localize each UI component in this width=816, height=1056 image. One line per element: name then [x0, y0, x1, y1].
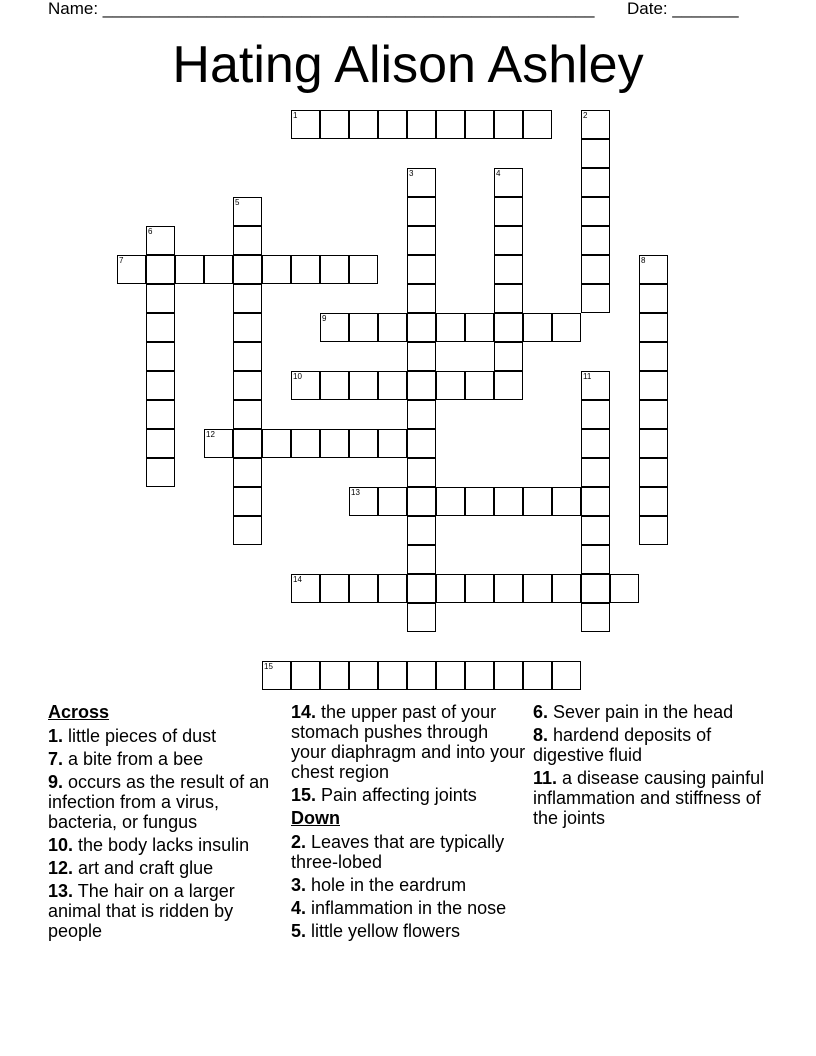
- grid-cell[interactable]: [407, 458, 436, 487]
- grid-cell[interactable]: [639, 313, 668, 342]
- grid-cell[interactable]: [233, 371, 262, 400]
- clues-column-3: [533, 702, 773, 831]
- grid-cell[interactable]: [407, 226, 436, 255]
- grid-cell[interactable]: [436, 487, 465, 516]
- grid-cell[interactable]: [581, 516, 610, 545]
- grid-cell[interactable]: [233, 516, 262, 545]
- clue-number-label: 8: [641, 256, 646, 265]
- clue-number: 2.: [291, 832, 307, 852]
- grid-cell[interactable]: [581, 139, 610, 168]
- puzzle-title: Hating Alison Ashley: [172, 36, 644, 94]
- clue-item: [48, 858, 280, 878]
- grid-cell[interactable]: [639, 516, 668, 545]
- grid-cell[interactable]: [552, 661, 581, 690]
- clue-number: 10.: [48, 835, 74, 855]
- grid-cell[interactable]: [233, 429, 262, 458]
- clue-item: [291, 702, 527, 782]
- grid-cell[interactable]: [494, 168, 523, 197]
- grid-cell[interactable]: [610, 574, 639, 603]
- across-clue-list-continued: [291, 702, 527, 805]
- grid-cell[interactable]: [320, 110, 349, 139]
- grid-cell[interactable]: [407, 516, 436, 545]
- grid-cell[interactable]: [146, 429, 175, 458]
- grid-cell[interactable]: [407, 197, 436, 226]
- grid-cell[interactable]: [639, 429, 668, 458]
- clue-number: 12.: [48, 858, 74, 878]
- grid-cell[interactable]: [291, 574, 320, 603]
- grid-cell[interactable]: [117, 255, 146, 284]
- clue-item: [291, 785, 527, 805]
- grid-cell[interactable]: [233, 226, 262, 255]
- clue-item: [291, 921, 527, 941]
- clue-number: 14.: [291, 702, 317, 722]
- grid-cell[interactable]: [320, 371, 349, 400]
- grid-cell[interactable]: [523, 574, 552, 603]
- clue-number-label: 12: [206, 430, 215, 439]
- clue-number: 4.: [291, 898, 307, 918]
- grid-cell[interactable]: [581, 197, 610, 226]
- clue-text: art and craft glue: [73, 858, 214, 878]
- grid-cell[interactable]: [465, 313, 494, 342]
- grid-cell[interactable]: [378, 661, 407, 690]
- grid-cell[interactable]: [349, 313, 378, 342]
- grid-cell[interactable]: [349, 255, 378, 284]
- grid-cell[interactable]: [146, 255, 175, 284]
- grid-cell[interactable]: [378, 371, 407, 400]
- grid-cell[interactable]: [204, 429, 233, 458]
- clue-item: [533, 768, 773, 828]
- clue-item: [533, 702, 773, 722]
- grid-cell[interactable]: [581, 574, 610, 603]
- clue-number: 15.: [291, 785, 317, 805]
- grid-cell[interactable]: [465, 574, 494, 603]
- grid-cell[interactable]: [581, 255, 610, 284]
- grid-cell[interactable]: [146, 458, 175, 487]
- grid-cell[interactable]: [407, 168, 436, 197]
- grid-cell[interactable]: [146, 313, 175, 342]
- grid-cell[interactable]: [349, 661, 378, 690]
- grid-cell[interactable]: [407, 313, 436, 342]
- clue-number: 5.: [291, 921, 307, 941]
- grid-cell[interactable]: [407, 255, 436, 284]
- clue-number: 7.: [48, 749, 64, 769]
- clue-number-label: 7: [119, 256, 124, 265]
- grid-cell[interactable]: [175, 255, 204, 284]
- clue-number: 6.: [533, 702, 549, 722]
- clue-number: 11.: [533, 768, 558, 788]
- grid-cell[interactable]: [291, 110, 320, 139]
- grid-cell[interactable]: [146, 342, 175, 371]
- grid-cell[interactable]: [407, 574, 436, 603]
- grid-cell[interactable]: [465, 661, 494, 690]
- grid-cell[interactable]: [233, 458, 262, 487]
- clue-text: occurs as the result of an infection from a virus, bacteria, or fungus: [48, 772, 270, 832]
- grid-cell[interactable]: [494, 574, 523, 603]
- grid-cell[interactable]: [291, 371, 320, 400]
- grid-cell[interactable]: [407, 603, 436, 632]
- across-clue-list: [48, 726, 280, 941]
- grid-cell[interactable]: [378, 429, 407, 458]
- grid-cell[interactable]: [494, 342, 523, 371]
- clue-text: Pain affecting joints: [316, 785, 477, 805]
- grid-cell[interactable]: [262, 661, 291, 690]
- grid-cell[interactable]: [552, 487, 581, 516]
- grid-cell[interactable]: [581, 371, 610, 400]
- clue-number-label: 6: [148, 227, 153, 236]
- down-clue-list-continued: [533, 702, 773, 828]
- clue-item: [48, 772, 280, 832]
- grid-cell[interactable]: [494, 284, 523, 313]
- grid-cell[interactable]: [407, 110, 436, 139]
- grid-cell[interactable]: [349, 371, 378, 400]
- grid-cell[interactable]: [494, 255, 523, 284]
- grid-cell[interactable]: [349, 574, 378, 603]
- grid-cell[interactable]: [581, 168, 610, 197]
- clue-number: 9.: [48, 772, 64, 792]
- grid-cell[interactable]: [291, 661, 320, 690]
- grid-cell[interactable]: [407, 429, 436, 458]
- grid-cell[interactable]: [233, 342, 262, 371]
- grid-cell[interactable]: [581, 545, 610, 574]
- clue-number-label: 15: [264, 662, 273, 671]
- grid-cell[interactable]: [320, 429, 349, 458]
- grid-cell[interactable]: [581, 110, 610, 139]
- grid-cell[interactable]: [291, 429, 320, 458]
- grid-cell[interactable]: [639, 458, 668, 487]
- grid-cell[interactable]: [552, 574, 581, 603]
- grid-cell[interactable]: [494, 226, 523, 255]
- clues-column-1: [48, 702, 280, 944]
- grid-cell[interactable]: [407, 371, 436, 400]
- grid-cell[interactable]: [378, 110, 407, 139]
- clue-text: a bite from a bee: [63, 749, 204, 769]
- clue-text: inflammation in the nose: [306, 898, 507, 918]
- grid-cell[interactable]: [320, 661, 349, 690]
- grid-cell[interactable]: [320, 574, 349, 603]
- grid-cell[interactable]: [146, 284, 175, 313]
- grid-cell[interactable]: [639, 371, 668, 400]
- clue-number: 8.: [533, 725, 549, 745]
- down-clue-list: [291, 832, 527, 941]
- grid-cell[interactable]: [581, 458, 610, 487]
- grid-cell[interactable]: [407, 284, 436, 313]
- clue-text: The hair on a larger animal that is ridden by people: [48, 881, 235, 941]
- grid-cell[interactable]: [146, 226, 175, 255]
- clue-number: 13.: [48, 881, 74, 901]
- grid-cell[interactable]: [436, 661, 465, 690]
- clue-text: the upper past of your stomach pushes through your diaphragm and into your chest region: [291, 702, 526, 782]
- down-heading: Down: [291, 808, 340, 828]
- grid-cell[interactable]: [378, 574, 407, 603]
- clue-text: hole in the eardrum: [306, 875, 467, 895]
- grid-cell[interactable]: [233, 487, 262, 516]
- grid-cell[interactable]: [639, 342, 668, 371]
- clue-number-label: 2: [583, 111, 588, 120]
- clue-number-label: 13: [351, 488, 360, 497]
- grid-cell[interactable]: [581, 487, 610, 516]
- grid-cell[interactable]: [494, 110, 523, 139]
- clue-text: Leaves that are typically three-lobed: [291, 832, 505, 872]
- grid-cell[interactable]: [407, 400, 436, 429]
- clue-item: [291, 832, 527, 872]
- clue-item: [48, 749, 280, 769]
- across-heading: Across: [48, 702, 110, 722]
- grid-cell[interactable]: [494, 487, 523, 516]
- grid-cell[interactable]: [349, 429, 378, 458]
- grid-cell[interactable]: [581, 284, 610, 313]
- clue-text: the body lacks insulin: [73, 835, 250, 855]
- clue-item: [48, 726, 280, 746]
- grid-cell[interactable]: [581, 226, 610, 255]
- grid-cell[interactable]: [523, 110, 552, 139]
- grid-cell[interactable]: [494, 197, 523, 226]
- grid-cell[interactable]: [494, 313, 523, 342]
- grid-cell[interactable]: [233, 400, 262, 429]
- clue-number-label: 1: [293, 111, 298, 120]
- clue-text: little pieces of dust: [63, 726, 217, 746]
- grid-cell[interactable]: [349, 110, 378, 139]
- grid-cell[interactable]: [465, 110, 494, 139]
- clue-number-label: 11: [583, 372, 592, 381]
- grid-cell[interactable]: [320, 255, 349, 284]
- clue-text: Sever pain in the head: [548, 702, 734, 722]
- grid-cell[interactable]: [233, 255, 262, 284]
- grid-cell[interactable]: [581, 400, 610, 429]
- date-field-label: Date: _______: [627, 0, 739, 18]
- grid-cell[interactable]: [233, 284, 262, 313]
- grid-cell[interactable]: [436, 110, 465, 139]
- grid-cell[interactable]: [436, 371, 465, 400]
- grid-cell[interactable]: [523, 661, 552, 690]
- grid-cell[interactable]: [262, 255, 291, 284]
- clue-text: a disease causing painful inflammation and stiffness of the joints: [533, 768, 765, 828]
- clue-item: [291, 898, 527, 918]
- clue-text: hardend deposits of digestive fluid: [533, 725, 712, 765]
- grid-cell[interactable]: [146, 400, 175, 429]
- grid-cell[interactable]: [494, 661, 523, 690]
- grid-cell[interactable]: [407, 545, 436, 574]
- clue-number-label: 3: [409, 169, 414, 178]
- name-field-label: Name: ____________________________________________________: [48, 0, 595, 18]
- clue-item: [291, 875, 527, 895]
- grid-cell[interactable]: [639, 284, 668, 313]
- grid-cell[interactable]: [233, 197, 262, 226]
- clues-column-2: [291, 702, 527, 944]
- grid-cell[interactable]: [204, 255, 233, 284]
- grid-cell[interactable]: [639, 255, 668, 284]
- clue-text: little yellow flowers: [306, 921, 461, 941]
- grid-cell[interactable]: [639, 400, 668, 429]
- grid-cell[interactable]: [291, 255, 320, 284]
- grid-cell[interactable]: [465, 487, 494, 516]
- grid-cell[interactable]: [262, 429, 291, 458]
- clue-number: 3.: [291, 875, 307, 895]
- grid-cell[interactable]: [436, 313, 465, 342]
- grid-cell[interactable]: [465, 371, 494, 400]
- grid-cell[interactable]: [494, 371, 523, 400]
- grid-cell[interactable]: [378, 487, 407, 516]
- grid-cell[interactable]: [436, 574, 465, 603]
- grid-cell[interactable]: [378, 313, 407, 342]
- clue-number-label: 5: [235, 198, 240, 207]
- clue-number-label: 14: [293, 575, 302, 584]
- grid-cell[interactable]: [146, 371, 175, 400]
- grid-cell[interactable]: [639, 487, 668, 516]
- grid-cell[interactable]: [581, 429, 610, 458]
- grid-cell[interactable]: [320, 313, 349, 342]
- grid-cell[interactable]: [233, 313, 262, 342]
- clue-number: 1.: [48, 726, 64, 746]
- grid-cell[interactable]: [407, 487, 436, 516]
- grid-cell[interactable]: [407, 661, 436, 690]
- clue-number-label: 9: [322, 314, 327, 323]
- grid-cell[interactable]: [581, 603, 610, 632]
- clue-item: [48, 835, 280, 855]
- clue-item: [533, 725, 773, 765]
- clue-number-label: 4: [496, 169, 501, 178]
- grid-cell[interactable]: [523, 313, 552, 342]
- clue-item: [48, 881, 280, 941]
- grid-cell[interactable]: [523, 487, 552, 516]
- grid-cell[interactable]: [407, 342, 436, 371]
- grid-cell[interactable]: [349, 487, 378, 516]
- clue-number-label: 10: [293, 372, 302, 381]
- grid-cell[interactable]: [552, 313, 581, 342]
